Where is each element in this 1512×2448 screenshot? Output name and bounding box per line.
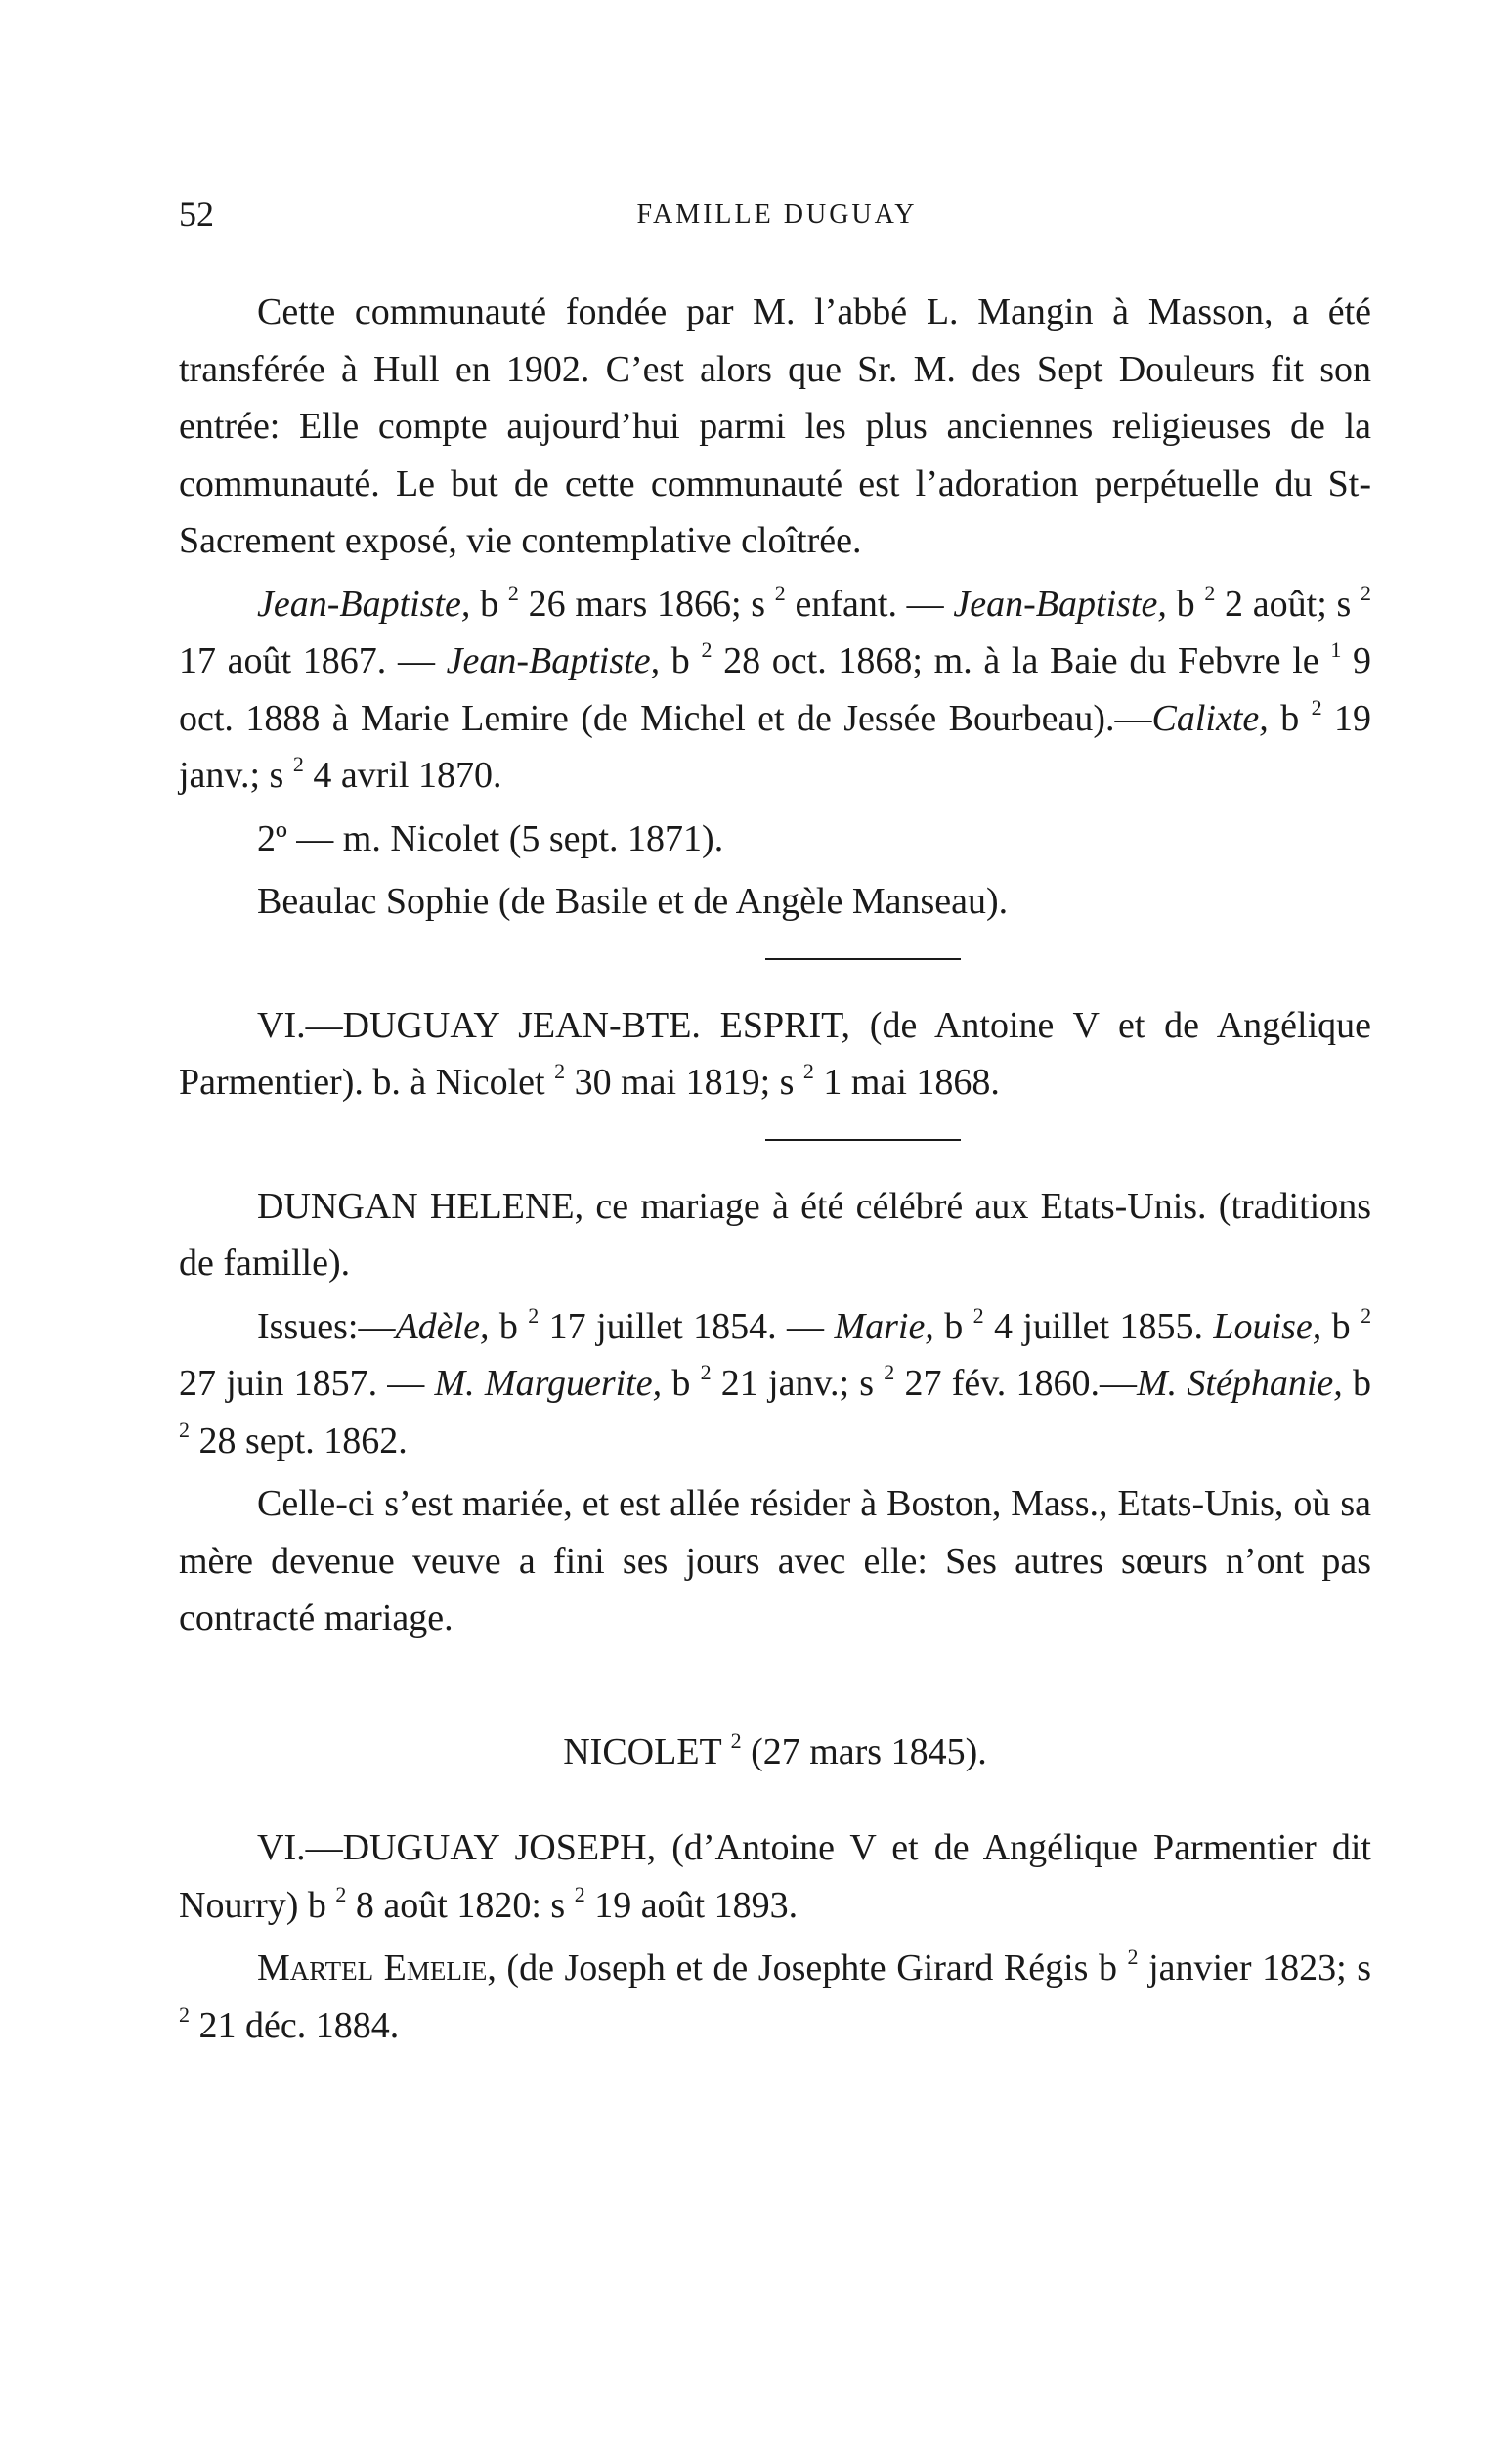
paragraph-duguay-jean-bte: VI.—DUGUAY JEAN-BTE. ESPRIT, (de Antoine V et de Angélique Parmentier). b. à Nicolet $^2$ 30 mai 1819; s $^2$ 1 mai 1868.: [179, 1004, 1371, 1103]
child-name: Marie,: [834, 1305, 934, 1347]
child-name: Jean-Baptiste,: [953, 583, 1167, 625]
child-name: M. Marguerite,: [434, 1363, 663, 1404]
child-name: Louise,: [1213, 1305, 1322, 1347]
section-divider: [765, 1139, 961, 1141]
child-name: Calixte,: [1151, 697, 1269, 739]
section-divider: [765, 958, 961, 960]
heading-nicolet: NICOLET $^2$ (27 mars 1845).: [563, 1727, 987, 1772]
page-header: [179, 194, 1375, 242]
child-name: Adèle,: [395, 1305, 490, 1347]
child-name: M. Stéphanie,: [1137, 1363, 1343, 1404]
paragraph-duguay-joseph: VI.—DUGUAY JOSEPH, (d’Antoine V et de Angélique Parmentier dit Nourry) b $^2$ 8 août 1820: s $^2$ 19 août 1893.: [179, 1827, 1371, 1926]
child-name: Jean-Baptiste,: [257, 583, 471, 625]
paragraph-martel-emelie: Martel Emelie, (de Joseph et de Josephte Girard Régis b $^2$ janvier 1823; s $^2$ 21 déc. 1884.: [179, 1945, 1371, 2046]
paragraph-celle-ci: Celle-ci s’est mariée, et est allée résider à Boston, Mass., Etats-Unis, où sa mère devenue veuve a fini ses jours avec elle: Ses autres sœurs n’ont pas contracté mariage.: [179, 1483, 1371, 1639]
paragraph-children-jean-baptiste: Jean-Baptiste, b $^2$ 26 mars 1866; s $^2$ enfant. — Jean-Baptiste, b $^2$ 2 août; s $^2$ 17 août 1867. — Jean-Baptiste, b $^2$ 28 oct. 1868; m. à la Baie du Febvre le $^1$ 9 oct. 1888 à Marie Lemire (de Michel et de Jessée Bourbeau).—Calixte, b $^2$ 19 janv.; s $^2$ 4 avril 1870.: [179, 580, 1372, 796]
paragraph-issues: Issues:—Adèle, b $^2$ 17 juillet 1854. — Marie, b $^2$ 4 juillet 1855. Louise, b $^2$ 27 juin 1857. — M. Marguerite, b $^2$ 21 janv.; s $^2$ 27 fév. 1860.—M. Stéphanie, b $^2$ 28 sept. 1862.: [179, 1302, 1372, 1462]
running-title: FAMILLE DUGUAY: [636, 199, 918, 230]
spouse-name: Martel Emelie,: [257, 1947, 497, 1989]
paragraph-second-marriage: 2º — m. Nicolet (5 sept. 1871).: [257, 817, 724, 859]
paragraph-spouse-beaulac: Beaulac Sophie (de Basile et de Angèle Manseau).: [257, 881, 1009, 922]
paragraph-dungan-helene: DUNGAN HELENE, ce mariage à été célébré aux Etats-Unis. (traditions de famille).: [179, 1185, 1371, 1284]
child-name: Jean-Baptiste,: [446, 640, 661, 681]
page-number: 52: [179, 195, 214, 234]
paragraph-community: Cette communauté fondée par M. l’abbé L. Mangin à Masson, a été transférée à Hull en 1902. C’est alors que Sr. M. des Sept Douleurs fit son entrée: Elle compte aujourd’hui parmi les plus anciennes religieuses de la communauté. Le but de cette communauté est l’adoration perpétuelle du St-Sacrement exposé, vie contemplative cloîtrée.: [179, 291, 1371, 561]
body-text: [179, 284, 1371, 2054]
